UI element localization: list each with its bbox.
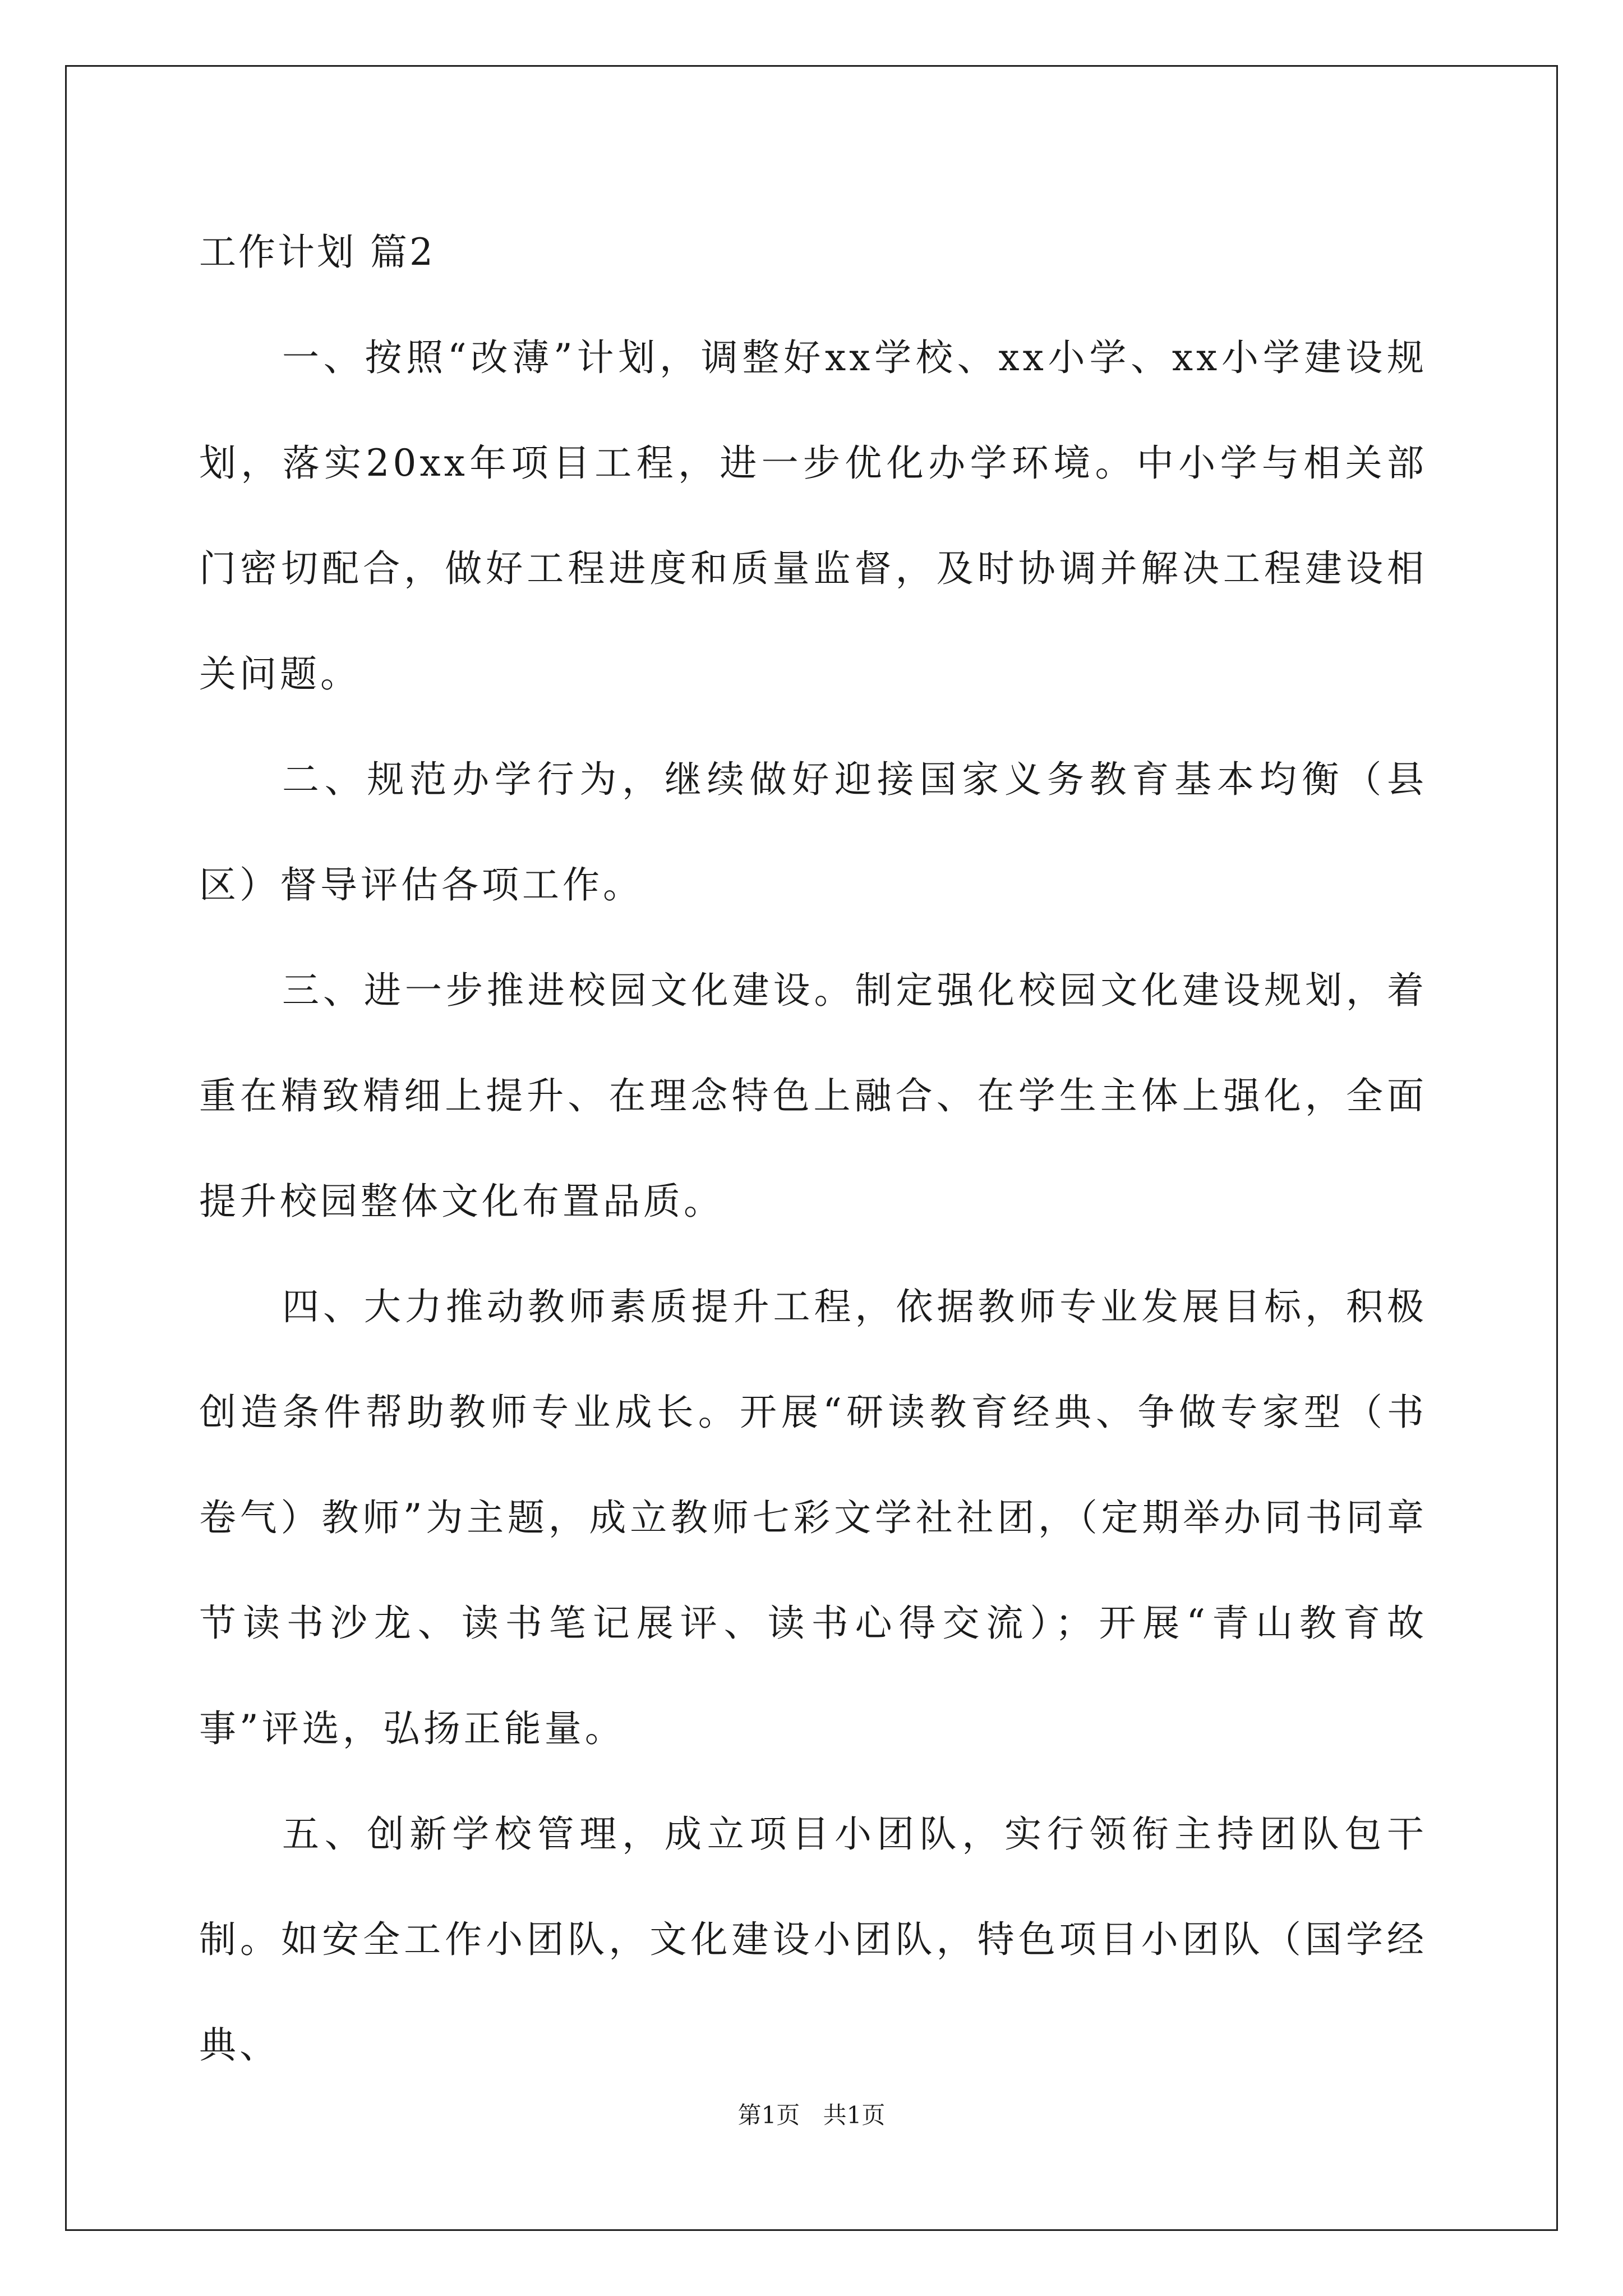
paragraph-2: 二、规范办学行为，继续做好迎接国家义务教育基本均衡（县区）督导评估各项工作。 [199, 758, 1427, 907]
page-number-total: 共1页 [823, 2101, 886, 2129]
page-number-current: 第1页 [737, 2101, 800, 2129]
document-body [199, 219, 1427, 2098]
paragraph-4: 四、大力推动教师素质提升工程，依据教师专业发展目标，积极创造条件帮助教师专业成长。开展“研读教育经典、争做专家型（书卷气）教师”为主题，成立教师七彩文学社社团，（定期举办同书同章节读书沙龙、读书笔记展评、读书心得交流）；开展“青山教育故事”评选，弘扬正能量。 [199, 1285, 1427, 1750]
page-footer [0, 2100, 1623, 2131]
document-heading: 工作计划 篇2 [199, 231, 435, 274]
paragraph-1: 一、按照“改薄”计划，调整好xx学校、xx小学、xx小学建设规划，落实20xx年项目工程，进一步优化办学环境。中小学与相关部门密切配合，做好工程进度和质量监督，及时协调并解决工程建设相关问题。 [199, 336, 1427, 696]
paragraph-5: 五、创新学校管理，成立项目小团队，实行领衔主持团队包干制。如安全工作小团队，文化建设小团队，特色项目小团队（国学经典、 [199, 1812, 1427, 2067]
paragraph-3: 三、进一步推进校园文化建设。制定强化校园文化建设规划，着重在精致精细上提升、在理念特色上融合、在学生主体上强化，全面提升校园整体文化布置品质。 [199, 969, 1427, 1223]
